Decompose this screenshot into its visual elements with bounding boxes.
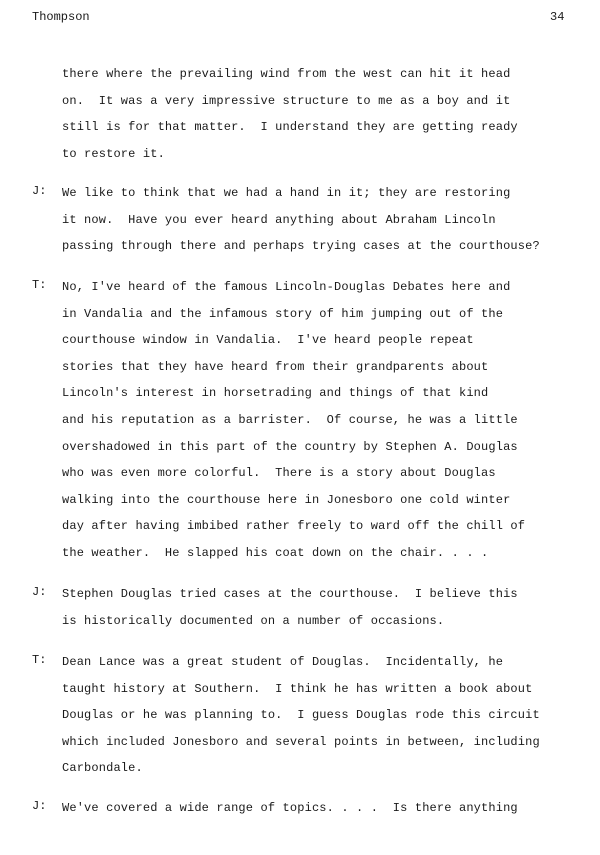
text-line: to restore it. (62, 146, 165, 161)
text-line: No, I've heard of the famous Lincoln-Douglas Debates here and (62, 280, 511, 294)
text-line: still is for that matter. I understand they are getting ready (62, 120, 518, 135)
speaker-label: J: (32, 184, 47, 198)
page-number: 34 (550, 10, 565, 24)
text-line: taught history at Southern. I think he has written a book about (62, 681, 533, 696)
text-line: the weather. He slapped his coat down on the chair. . . . (62, 545, 489, 560)
interviewee-name: Thompson (32, 10, 90, 24)
paragraph-text (62, 65, 582, 171)
paragraph-text (62, 653, 582, 786)
speaker-label: T: (32, 653, 47, 667)
speaker-label: T: (32, 278, 47, 292)
text-line: on. It was a very impressive structure to me as a boy and it (62, 93, 511, 108)
paragraph-text (62, 585, 582, 638)
text-line: who was even more colorful. There is a story about Douglas (62, 466, 496, 481)
text-line: We've covered a wide range of topics. . . . Is there anything (62, 801, 518, 815)
page-header (0, 10, 600, 28)
text-line: We like to think that we had a hand in it; they are restoring (62, 186, 511, 200)
text-line: Stephen Douglas tried cases at the courthouse. I believe this (62, 587, 518, 601)
text-line: courthouse window in Vandalia. I've heard people repeat (62, 333, 474, 348)
text-line: overshadowed in this part of the country by Stephen A. Douglas (62, 439, 518, 454)
text-line: is historically documented on a number of occasions. (62, 613, 445, 628)
text-line: there where the prevailing wind from the west can hit it head (62, 67, 511, 81)
text-line: Lincoln's interest in horsetrading and things of that kind (62, 386, 489, 401)
speaker-label: J: (32, 799, 47, 813)
speaker-label: J: (32, 585, 47, 599)
paragraph-text (62, 184, 582, 264)
text-line: which included Jonesboro and several points in between, including (62, 734, 540, 749)
text-line: stories that they have heard from their grandparents about (62, 359, 489, 374)
text-line: walking into the courthouse here in Jonesboro one cold winter (62, 492, 511, 507)
text-line: Dean Lance was a great student of Douglas. Incidentally, he (62, 655, 504, 669)
text-line: Carbondale. (62, 761, 143, 776)
text-line: in Vandalia and the infamous story of him jumping out of the (62, 306, 504, 321)
paragraph-text (62, 799, 582, 826)
text-line: day after having imbibed rather freely to ward off the chill of (62, 519, 526, 534)
text-line: passing through there and perhaps trying cases at the courthouse? (62, 239, 540, 254)
text-line: Douglas or he was planning to. I guess Douglas rode this circuit (62, 708, 540, 723)
paragraph-text (62, 278, 582, 571)
text-line: it now. Have you ever heard anything about Abraham Lincoln (62, 212, 496, 227)
text-line: and his reputation as a barrister. Of course, he was a little (62, 412, 518, 427)
